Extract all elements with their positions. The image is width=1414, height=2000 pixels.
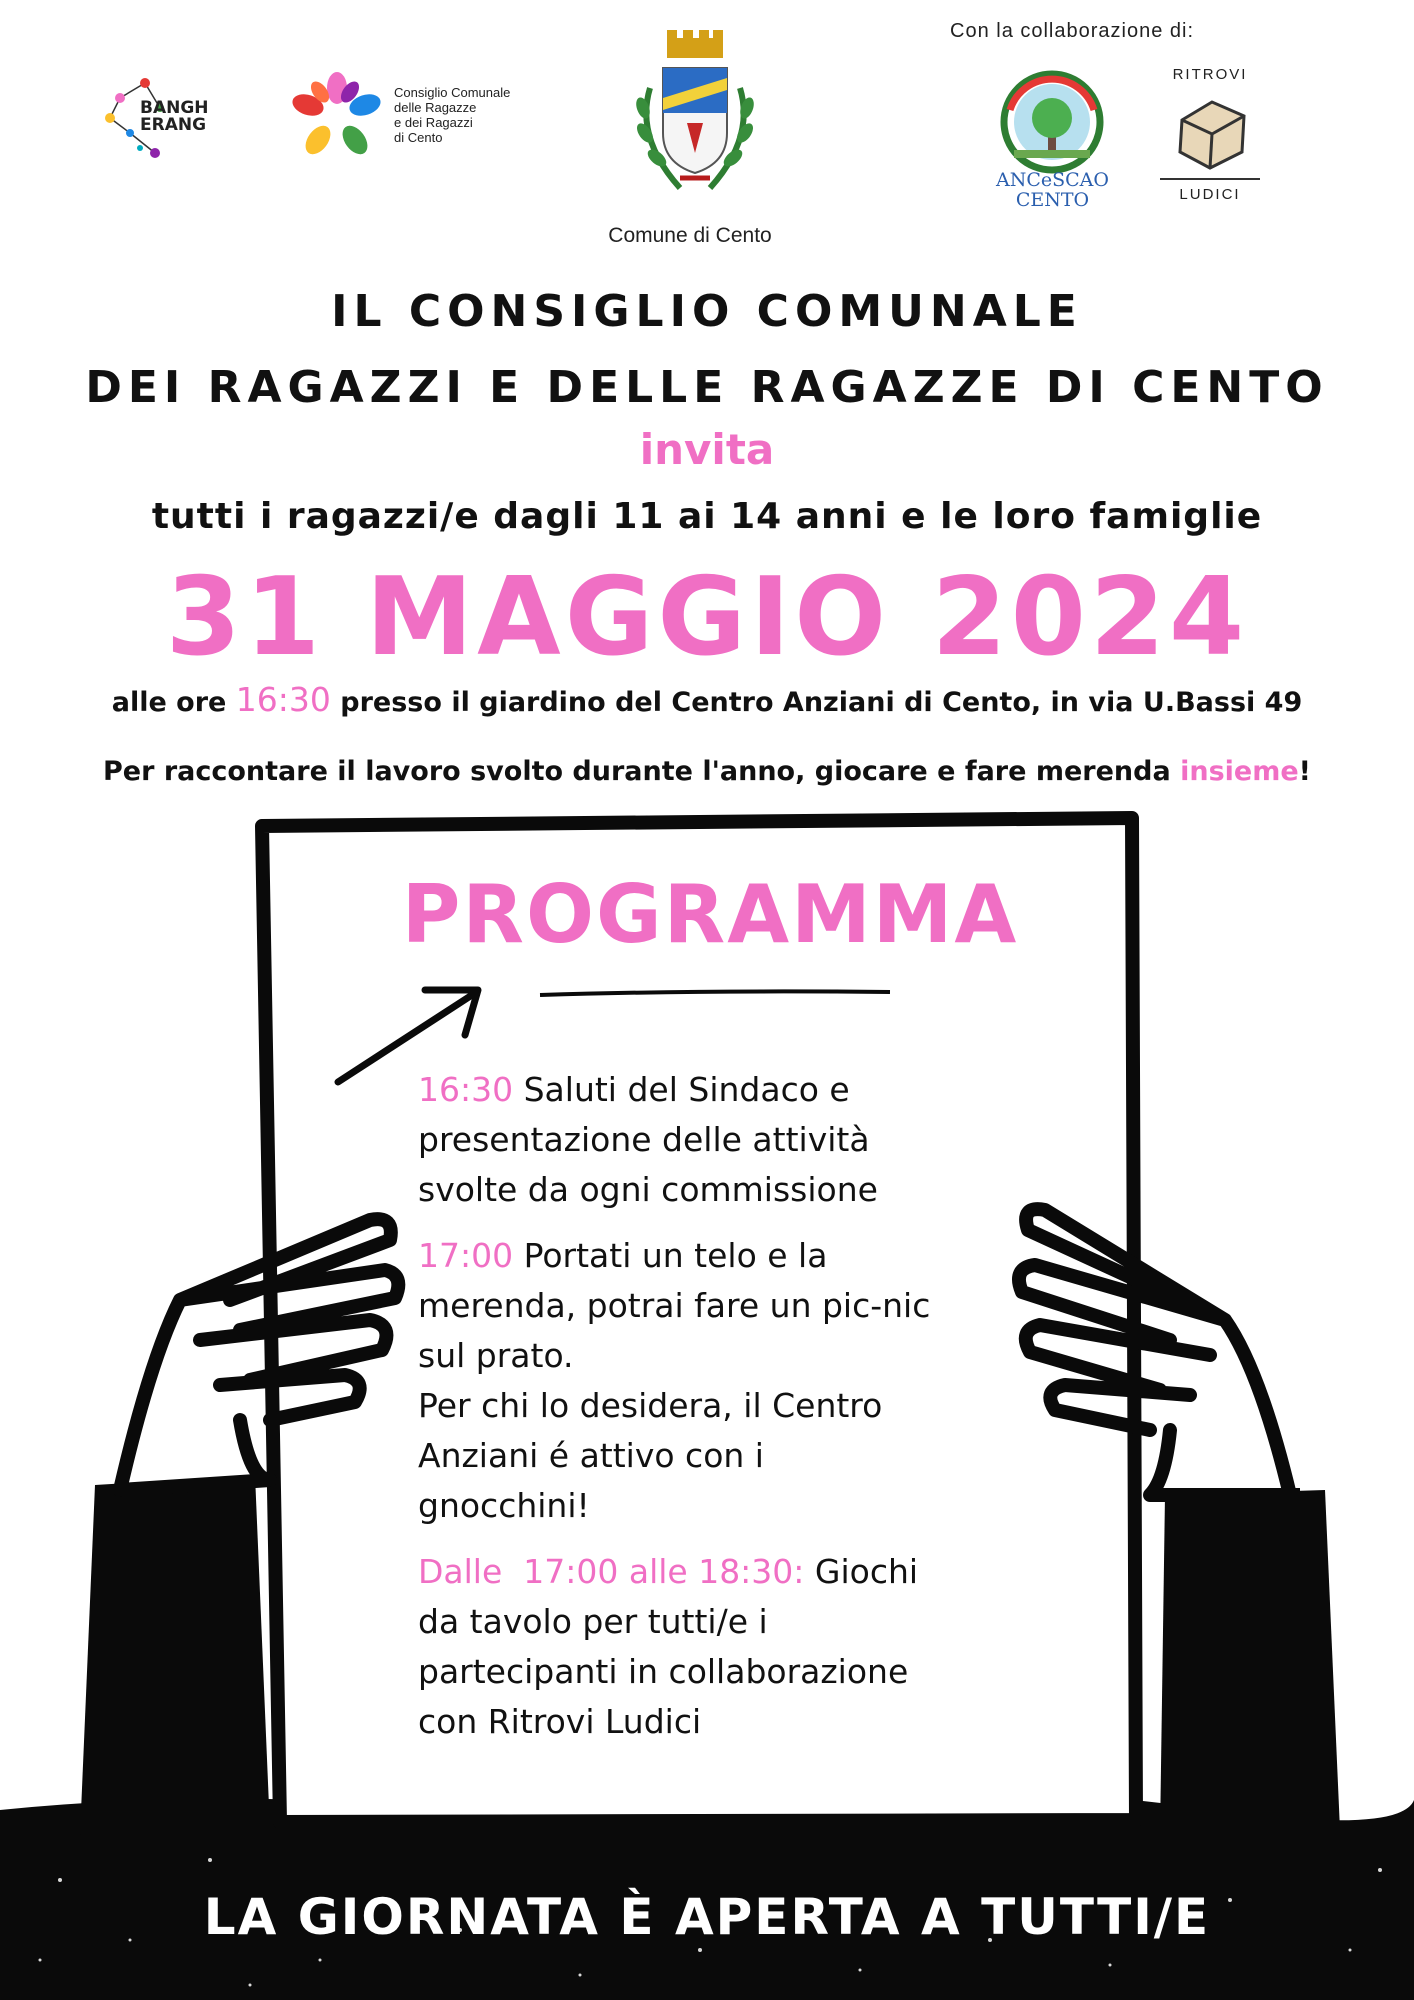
title-line-2: DEI RAGAZZI E DELLE RAGAZZE DI CENTO: [85, 362, 1329, 413]
footer-text: LA GIORNATA È APERTA A TUTTI/E: [203, 1888, 1211, 1946]
program-item-2-line-2: merenda, potrai fare un pic-nic: [418, 1286, 931, 1325]
ancescao-logo: [990, 70, 1120, 220]
coat-of-arms-icon: [625, 28, 765, 198]
consiglio-text-4: di Cento: [394, 130, 443, 145]
purpose-end: !: [1298, 756, 1311, 787]
purpose-line: [0, 756, 1414, 787]
comune-crest: [625, 28, 765, 198]
ritrovi-ludici-logo: [1160, 64, 1260, 214]
comune-label: Comune di Cento: [608, 224, 772, 247]
program-item-3-line-2: da tavolo per tutti/e i: [418, 1602, 768, 1641]
program-item-3: [418, 1547, 1058, 1747]
invita-text: invita: [639, 425, 775, 474]
purpose-prefix: Per raccontare il lavoro svolto durante l'anno, giocare e fare merenda: [103, 756, 1171, 787]
program-item-3-time: Dalle 17:00 alle 18:30:: [418, 1552, 805, 1591]
audience-text: tutti i ragazzi/e dagli 11 ai 14 anni e le loro famiglie: [151, 496, 1263, 537]
program-item-1-time: 16:30: [418, 1070, 514, 1109]
program-item-1-line-2: presentazione delle attività: [418, 1120, 870, 1159]
program-item-3-line-3: partecipanti in collaborazione: [418, 1652, 909, 1691]
ritrovi-text-bottom: LUDICI: [1179, 186, 1241, 203]
tree-icon: [1000, 70, 1105, 175]
consiglio-text-2: delle Ragazze: [394, 100, 477, 115]
consiglio-text-1: Consiglio Comunale: [394, 85, 511, 100]
collaboration-label: Con la collaborazione di:: [950, 20, 1195, 42]
program-item-1-line-3: svolte da ogni commissione: [418, 1170, 878, 1209]
bangherang-logo: [100, 68, 245, 168]
time-line: [0, 680, 1414, 719]
bangherang-text-1: BANGH: [140, 98, 209, 118]
program-item-2-line-4: Per chi lo desidera, il Centro: [418, 1386, 883, 1425]
programma-title: PROGRAMMA: [401, 868, 1019, 961]
program-item-1-line-1: Saluti del Sindaco e: [523, 1070, 850, 1109]
program-item-2-time: 17:00: [418, 1236, 514, 1275]
program-item-2-line-3: sul prato.: [418, 1336, 574, 1375]
bangherang-text-2: ERANG: [140, 115, 207, 135]
time-prefix: alle ore: [111, 687, 227, 718]
program-item-2-line-6: gnocchini!: [418, 1486, 590, 1525]
title-line-1: IL CONSIGLIO COMUNALE: [331, 286, 1083, 337]
purpose-highlight: insieme: [1180, 756, 1299, 787]
program-item-2: [418, 1231, 1058, 1531]
program-item-1: [418, 1065, 1058, 1215]
left-sleeve: [80, 1475, 270, 1835]
program-item-2-line-5: Anziani é attivo con i: [418, 1436, 764, 1475]
consiglio-text-3: e dei Ragazzi: [394, 115, 473, 130]
ritrovi-text-top: RITROVI: [1172, 66, 1248, 83]
right-sleeve: [1160, 1490, 1340, 1835]
time-suffix: presso il giardino del Centro Anziani di Cento, in via U.Bassi 49: [340, 687, 1303, 718]
event-date: 31 MAGGIO 2024: [165, 555, 1249, 680]
consiglio-logo: [290, 70, 530, 170]
program-item-2-line-1: Portati un telo e la: [523, 1236, 828, 1275]
program-item-3-line-1: Giochi: [814, 1552, 919, 1591]
program-item-3-line-4: con Ritrovi Ludici: [418, 1702, 702, 1741]
event-time: 16:30: [235, 680, 331, 719]
ancescao-text-1: ANCeSCAO: [996, 169, 1109, 191]
ancescao-text-2: CENTO: [1015, 189, 1090, 211]
hands-circle-icon: [290, 70, 385, 165]
dice-icon: [1172, 92, 1252, 172]
program-list: [418, 1065, 1058, 1747]
